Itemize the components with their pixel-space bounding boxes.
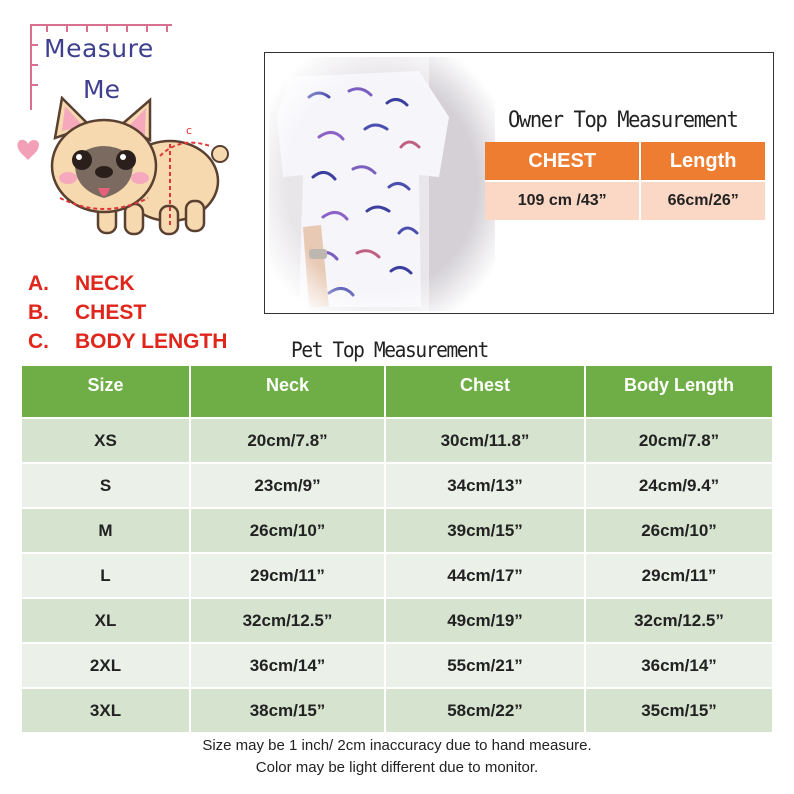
- cell-chest: 55cm/21”: [385, 643, 585, 688]
- cell-neck: 29cm/11”: [190, 553, 385, 598]
- cell-body-length: 32cm/12.5”: [585, 598, 772, 643]
- header-body-length: Body Length: [585, 366, 772, 418]
- cell-neck: 38cm/15”: [190, 688, 385, 732]
- cell-size: L: [22, 553, 190, 598]
- ruler-tick: [86, 26, 88, 32]
- ruler-tick: [126, 26, 128, 32]
- legend-item: [28, 327, 227, 356]
- owner-shirt-photo: [269, 57, 495, 311]
- owner-header-length: Length: [640, 142, 765, 181]
- pet-table-header-row: [22, 366, 772, 418]
- cell-body-length: 36cm/14”: [585, 643, 772, 688]
- ruler-tick: [66, 26, 68, 32]
- logo-text-me: Me: [83, 75, 120, 104]
- cell-body-length: 29cm/11”: [585, 553, 772, 598]
- owner-measurement-panel: [264, 52, 774, 314]
- table-row: [22, 643, 772, 688]
- table-row: [22, 553, 772, 598]
- header-neck: Neck: [190, 366, 385, 418]
- footnotes: [0, 735, 794, 779]
- ruler-tick: [32, 44, 38, 46]
- owner-value-length: 66cm/26”: [640, 181, 765, 220]
- heart-icon: [18, 140, 39, 160]
- measure-marker-c: c: [186, 124, 193, 137]
- table-row: [22, 418, 772, 463]
- owner-header-chest: CHEST: [485, 142, 640, 181]
- legend-item: [28, 298, 227, 327]
- cell-chest: 58cm/22”: [385, 688, 585, 732]
- footnote-color: Color may be light different due to monitor.: [255, 759, 539, 776]
- cell-neck: 36cm/14”: [190, 643, 385, 688]
- measurement-legend: [28, 269, 227, 356]
- owner-measurement-table: [485, 142, 765, 220]
- cell-size: XS: [22, 418, 190, 463]
- ruler-line-horizontal: [30, 24, 172, 26]
- cell-chest: 49cm/19”: [385, 598, 585, 643]
- legend-text: BODY LENGTH: [75, 330, 228, 353]
- ruler-tick: [32, 84, 38, 86]
- ruler-tick: [146, 26, 148, 32]
- legend-letter: B.: [28, 301, 49, 324]
- cell-neck: 23cm/9”: [190, 463, 385, 508]
- cell-size: XL: [22, 598, 190, 643]
- cell-chest: 39cm/15”: [385, 508, 585, 553]
- ruler-tick: [106, 26, 108, 32]
- legend-text: CHEST: [75, 301, 147, 324]
- cell-neck: 32cm/12.5”: [190, 598, 385, 643]
- cell-chest: 44cm/17”: [385, 553, 585, 598]
- cell-body-length: 20cm/7.8”: [585, 418, 772, 463]
- table-row: [22, 598, 772, 643]
- header-chest: Chest: [385, 366, 585, 418]
- cell-chest: 34cm/13”: [385, 463, 585, 508]
- owner-measurement-title: Owner Top Measurement: [508, 108, 738, 133]
- cell-size: 3XL: [22, 688, 190, 732]
- legend-letter: A.: [28, 272, 49, 295]
- cell-size: S: [22, 463, 190, 508]
- legend-text: NECK: [75, 272, 135, 295]
- footnote-accuracy: Size may be 1 inch/ 2cm inaccuracy due to hand measure.: [202, 737, 592, 754]
- pet-measurement-title: Pet Top Measurement: [291, 338, 488, 362]
- header-size: Size: [22, 366, 190, 418]
- ruler-tick: [46, 26, 48, 32]
- table-row: [22, 688, 772, 732]
- ruler-tick: [166, 26, 168, 32]
- cell-body-length: 35cm/15”: [585, 688, 772, 732]
- logo-text-measure: Measure: [44, 34, 154, 63]
- cell-size: 2XL: [22, 643, 190, 688]
- cell-size: M: [22, 508, 190, 553]
- cell-neck: 20cm/7.8”: [190, 418, 385, 463]
- cell-neck: 26cm/10”: [190, 508, 385, 553]
- ruler-tick: [32, 64, 38, 66]
- owner-value-chest: 109 cm /43”: [485, 181, 640, 220]
- cell-chest: 30cm/11.8”: [385, 418, 585, 463]
- cell-body-length: 24cm/9.4”: [585, 463, 772, 508]
- table-row: [22, 463, 772, 508]
- french-bulldog-illustration: [10, 96, 232, 246]
- table-row: [22, 508, 772, 553]
- legend-item: [28, 269, 227, 298]
- cell-body-length: 26cm/10”: [585, 508, 772, 553]
- pet-measurement-table: [22, 366, 772, 732]
- legend-letter: C.: [28, 330, 49, 353]
